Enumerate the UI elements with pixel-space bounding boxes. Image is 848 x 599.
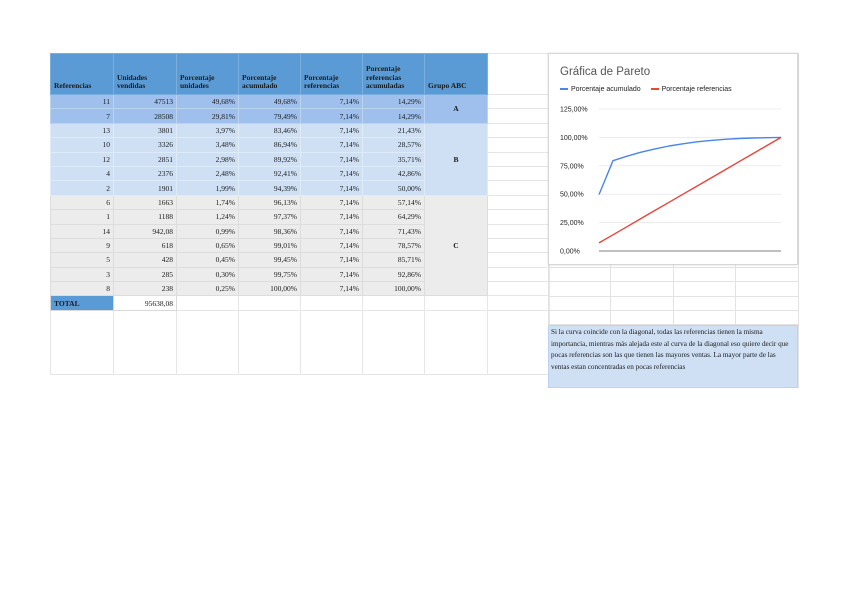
cell-pct-referencias[interactable]: 7,14% [301,282,363,296]
note-box: Si la curva coincide con la diagonal, todas las referencias tienen la misma importancia, mientras más alejada este al curva de la diagonal eso quiere decir que pocas referencias son las que tienen las mayores ventas. La mayor parte de las ventas estan concentradas en pocas referencias [548,325,798,388]
cell-pct-ref-acumuladas[interactable]: 35,71% [363,152,425,166]
cell-pct-unidades[interactable]: 1,74% [177,195,239,209]
abc-table [50,53,550,375]
empty-cell[interactable] [114,310,177,374]
empty-cell[interactable] [488,109,550,123]
cell-unidades[interactable]: 3801 [114,123,177,137]
empty-cell[interactable] [301,310,363,374]
empty-cell[interactable] [488,166,550,180]
chart-title: Gráfica de Pareto [560,66,651,78]
cell-unidades[interactable]: 1188 [114,210,177,224]
cell-pct-unidades[interactable]: 49,68% [177,95,239,109]
cell-ref[interactable]: 9 [51,238,114,252]
empty-cell[interactable] [51,310,114,374]
series-line-referencias[interactable] [599,137,781,243]
header-cell[interactable]: Unidades vendidas [114,54,177,95]
header-cell[interactable]: Grupo ABC [425,54,488,95]
group-cell[interactable]: C [425,195,488,296]
legend-label-acumulado: Porcentaje acumulado [571,86,641,93]
cell-ref[interactable]: 6 [51,195,114,209]
cell-ref[interactable]: 13 [51,123,114,137]
cell-unidades[interactable]: 238 [114,282,177,296]
cell-pct-acumulado[interactable]: 99,75% [239,267,301,281]
cell-pct-referencias[interactable]: 7,14% [301,166,363,180]
cell-pct-referencias[interactable]: 7,14% [301,210,363,224]
cell-pct-unidades[interactable]: 3,97% [177,123,239,137]
empty-cell[interactable] [488,138,550,152]
y-tick-label: 25,00% [560,220,584,228]
y-tick-label: 75,00% [560,163,584,171]
table-row [51,95,550,109]
y-tick-label: 125,00% [560,106,588,114]
pareto-chart[interactable] [548,53,798,265]
table-row [51,195,550,209]
empty-cell[interactable] [488,238,550,252]
cell-unidades[interactable]: 47513 [114,95,177,109]
group-cell[interactable]: B [425,123,488,195]
empty-cell[interactable] [488,123,550,137]
cell-pct-unidades[interactable]: 0,65% [177,238,239,252]
cell-pct-unidades[interactable]: 2,98% [177,152,239,166]
cell-pct-ref-acumuladas[interactable]: 100,00% [363,282,425,296]
header-cell[interactable]: Referencias [51,54,114,95]
empty-cell[interactable] [488,95,550,109]
chart-plot-area [549,54,797,264]
cell-pct-ref-acumuladas[interactable]: 28,57% [363,138,425,152]
empty-cell[interactable] [177,296,239,310]
cell-ref[interactable]: 5 [51,253,114,267]
cell-pct-referencias[interactable]: 7,14% [301,238,363,252]
cell-pct-acumulado[interactable]: 89,92% [239,152,301,166]
cell-unidades[interactable]: 3326 [114,138,177,152]
header-row [51,54,550,95]
cell-ref[interactable]: 8 [51,282,114,296]
cell-pct-referencias[interactable]: 7,14% [301,253,363,267]
cell-unidades[interactable]: 942,08 [114,224,177,238]
cell-pct-unidades[interactable]: 1,99% [177,181,239,195]
cell-pct-acumulado[interactable]: 92,41% [239,166,301,180]
cell-ref[interactable]: 7 [51,109,114,123]
total-label[interactable]: TOTAL [51,296,114,310]
cell-pct-ref-acumuladas[interactable]: 78,57% [363,238,425,252]
empty-cell[interactable] [177,310,239,374]
cell-pct-unidades[interactable]: 0,25% [177,282,239,296]
cell-pct-acumulado[interactable]: 99,45% [239,253,301,267]
empty-cell[interactable] [488,210,550,224]
empty-cell[interactable] [488,310,550,374]
cell-pct-acumulado[interactable]: 83,46% [239,123,301,137]
cell-pct-referencias[interactable]: 7,14% [301,95,363,109]
empty-cell[interactable] [301,296,363,310]
cell-pct-unidades[interactable]: 3,48% [177,138,239,152]
cell-pct-referencias[interactable]: 7,14% [301,195,363,209]
cell-pct-ref-acumuladas[interactable]: 50,00% [363,181,425,195]
empty-cell[interactable] [488,296,550,310]
cell-unidades[interactable]: 1901 [114,181,177,195]
cell-pct-referencias[interactable]: 7,14% [301,138,363,152]
cell-ref[interactable]: 14 [51,224,114,238]
cell-pct-referencias[interactable]: 7,14% [301,123,363,137]
cell-pct-ref-acumuladas[interactable]: 92,86% [363,267,425,281]
cell-pct-acumulado[interactable]: 99,01% [239,238,301,252]
empty-cell[interactable] [488,152,550,166]
cell-pct-ref-acumuladas[interactable]: 42,86% [363,166,425,180]
cell-ref[interactable]: 4 [51,166,114,180]
empty-cell[interactable] [239,310,301,374]
cell-pct-referencias[interactable]: 7,14% [301,152,363,166]
group-cell[interactable]: A [425,95,488,124]
grid-line [798,53,799,388]
cell-pct-acumulado[interactable]: 79,49% [239,109,301,123]
cell-pct-ref-acumuladas[interactable]: 71,43% [363,224,425,238]
y-tick-label: 50,00% [560,191,584,199]
cell-pct-referencias[interactable]: 7,14% [301,267,363,281]
cell-pct-acumulado[interactable]: 98,36% [239,224,301,238]
cell-pct-ref-acumuladas[interactable]: 14,29% [363,95,425,109]
cell-pct-acumulado[interactable]: 96,13% [239,195,301,209]
cell-pct-acumulado[interactable]: 97,37% [239,210,301,224]
cell-pct-unidades[interactable]: 2,48% [177,166,239,180]
cell-pct-acumulado[interactable]: 86,94% [239,138,301,152]
cell-pct-acumulado[interactable]: 49,68% [239,95,301,109]
cell-pct-referencias[interactable]: 7,14% [301,224,363,238]
cell-unidades[interactable]: 1663 [114,195,177,209]
cell-pct-ref-acumuladas[interactable]: 64,29% [363,210,425,224]
header-cell[interactable]: Porcentaje referencias [301,54,363,95]
empty-cell[interactable] [239,296,301,310]
header-cell[interactable]: Porcentaje referencias acumuladas [363,54,425,95]
blank-row [51,310,550,374]
cell-pct-referencias[interactable]: 7,14% [301,109,363,123]
empty-cell[interactable] [363,310,425,374]
header-cell[interactable]: Porcentaje unidades [177,54,239,95]
cell-unidades[interactable]: 2376 [114,166,177,180]
cell-ref[interactable]: 12 [51,152,114,166]
legend-label-referencias: Porcentaje referencias [661,86,732,93]
cell-ref[interactable]: 3 [51,267,114,281]
cell-pct-referencias[interactable]: 7,14% [301,181,363,195]
cell-pct-unidades[interactable]: 0,99% [177,224,239,238]
cell-pct-unidades[interactable]: 1,24% [177,210,239,224]
empty-cell[interactable] [488,253,550,267]
empty-cell[interactable] [488,195,550,209]
cell-unidades[interactable]: 285 [114,267,177,281]
empty-cell[interactable] [488,54,550,95]
header-cell[interactable]: Porcentaje acumulado [239,54,301,95]
empty-cell[interactable] [425,296,488,310]
cell-pct-unidades[interactable]: 29,81% [177,109,239,123]
empty-cell[interactable] [488,224,550,238]
cell-pct-ref-acumuladas[interactable]: 57,14% [363,195,425,209]
empty-cell[interactable] [363,296,425,310]
y-tick-label: 100,00% [560,134,588,142]
cell-pct-ref-acumuladas[interactable]: 85,71% [363,253,425,267]
empty-cell[interactable] [488,282,550,296]
cell-pct-acumulado[interactable]: 94,39% [239,181,301,195]
y-tick-label: 0,00% [560,248,580,256]
cell-unidades[interactable]: 28508 [114,109,177,123]
cell-unidades[interactable]: 428 [114,253,177,267]
cell-pct-ref-acumuladas[interactable]: 14,29% [363,109,425,123]
cell-pct-unidades[interactable]: 0,30% [177,267,239,281]
cell-ref[interactable]: 1 [51,210,114,224]
cell-ref[interactable]: 2 [51,181,114,195]
table-row [51,123,550,137]
empty-cell[interactable] [488,267,550,281]
empty-cell[interactable] [488,181,550,195]
total-value[interactable]: 95638,08 [114,296,177,310]
cell-pct-ref-acumuladas[interactable]: 21,43% [363,123,425,137]
cell-unidades[interactable]: 618 [114,238,177,252]
empty-cell[interactable] [425,310,488,374]
total-row [51,296,550,310]
cell-unidades[interactable]: 2851 [114,152,177,166]
cell-ref[interactable]: 10 [51,138,114,152]
cell-pct-acumulado[interactable]: 100,00% [239,282,301,296]
cell-pct-unidades[interactable]: 0,45% [177,253,239,267]
cell-ref[interactable]: 11 [51,95,114,109]
